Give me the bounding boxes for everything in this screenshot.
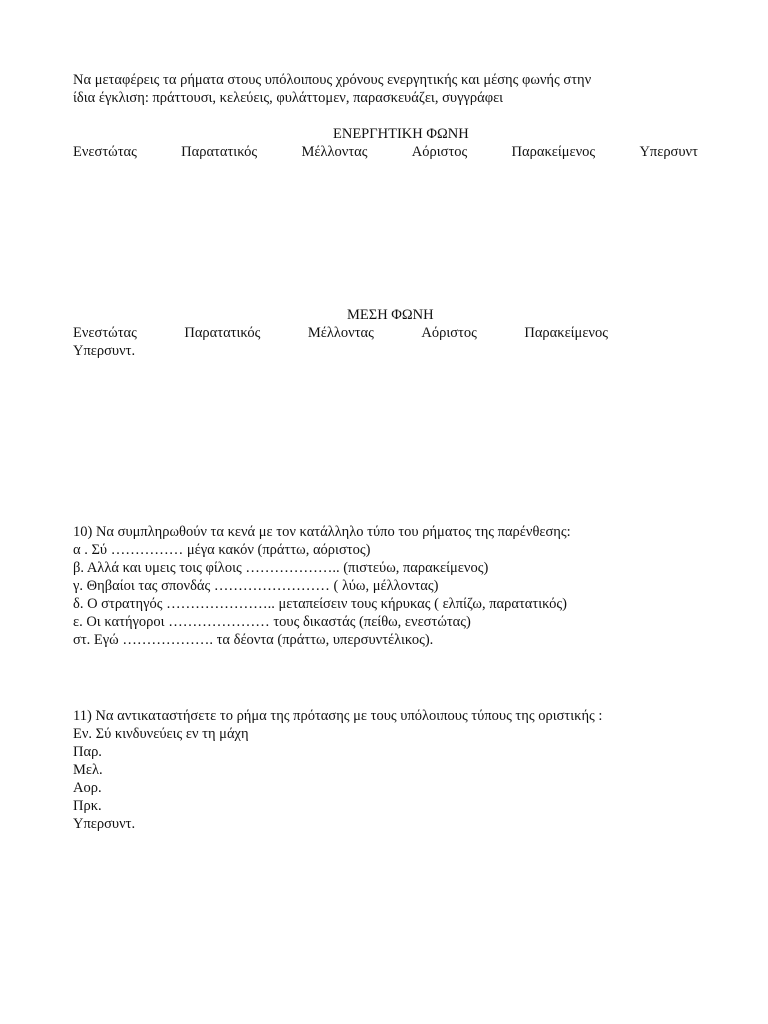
intro-line-2: ίδια έγκλιση: πράττουσι, κελεύεις, φυλάττομεν, παρασκευάζει, συγγράφει xyxy=(73,90,504,106)
active-voice-heading: ΕΝΕΡΓΗΤΙΚΗ ΦΩΝΗ xyxy=(333,126,469,142)
middle-voice-columns xyxy=(73,324,608,342)
middle-col-aorist: Αόριστος xyxy=(421,325,477,341)
active-col-present: Ενεστώτας xyxy=(73,144,137,160)
middle-col-future: Μέλλοντας xyxy=(307,325,374,341)
exercise-10-item: β. Αλλά και υμεις τοις φίλοις ……………….. (πιστεύω, παρακείμενος) xyxy=(73,560,489,576)
exercise-11-tense: Υπερσυντ. xyxy=(73,816,136,832)
active-voice-columns xyxy=(73,143,698,161)
exercise-10-item: γ. Θηβαίοι τας σπονδάς …………………… ( λύω, μέλλοντας) xyxy=(73,578,439,594)
active-col-imperfect: Παρατατικός xyxy=(181,144,258,160)
active-col-future: Μέλλοντας xyxy=(301,144,368,160)
exercise-10-item: ε. Οι κατήγοροι ………………… τους δικαστάς (πείθω, ενεστώτας) xyxy=(73,614,471,630)
exercise-11-sentence: Εν. Σύ κινδυνεύεις εν τη μάχη xyxy=(73,726,249,742)
exercise-10-item: στ. Εγώ ………………. τα δέοντα (πράττω, υπερσυντέλικος). xyxy=(73,632,434,648)
intro-line-1: Να μεταφέρεις τα ρήματα στους υπόλοιπους χρόνους ενεργητικής και μέσης φωνής στην xyxy=(73,72,592,88)
exercise-11-tense: Παρ. xyxy=(73,744,102,760)
exercise-11-prompt: 11) Να αντικαταστήσετε το ρήμα της πρότασης με τους υπόλοιπους τύπους της οριστικής : xyxy=(73,708,603,724)
middle-col-pluperfect: Υπερσυντ. xyxy=(73,343,136,359)
exercise-10-item: α . Σύ …………… μέγα κακόν (πράττω, αόριστος) xyxy=(73,542,371,558)
active-col-perfect: Παρακείμενος xyxy=(511,144,596,160)
exercise-10-item: δ. Ο στρατηγός ………………….. μεταπείσειν τους κήρυκας ( ελπίζω, παρατατικός) xyxy=(73,596,567,612)
middle-col-present: Ενεστώτας xyxy=(73,325,137,341)
exercise-10-prompt: 10) Να συμπληρωθούν τα κενά με τον κατάλληλο τύπο του ρήματος της παρένθεσης: xyxy=(73,524,571,540)
active-col-pluperfect: Υπερσυντ xyxy=(639,144,698,160)
active-col-aorist: Αόριστος xyxy=(411,144,468,160)
middle-col-imperfect: Παρατατικός xyxy=(184,325,261,341)
exercise-11-tense: Αορ. xyxy=(73,780,102,796)
middle-col-perfect: Παρακείμενος xyxy=(524,325,608,341)
exercise-11-tense: Μελ. xyxy=(73,762,103,778)
middle-voice-heading: ΜΕΣΗ ΦΩΝΗ xyxy=(347,307,434,323)
exercise-11-tense: Πρκ. xyxy=(73,798,102,814)
